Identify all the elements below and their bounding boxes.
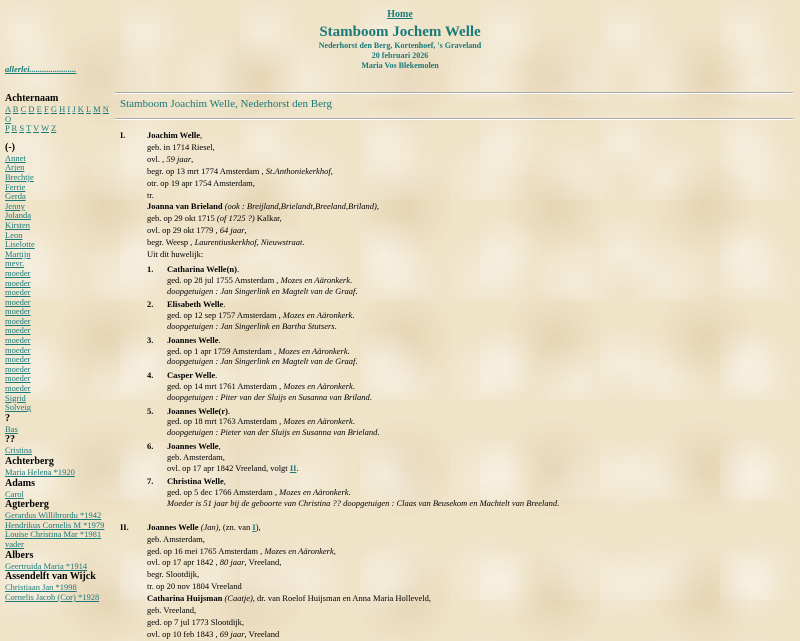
baptism-text: ged. op 12 sep 1757 Amsterdam ,: [167, 310, 281, 321]
letter-link-s[interactable]: S: [19, 123, 25, 134]
generation-1: I. Joachim Welle, geb. in 1714 Riesel, ovl. , 59 jaar, begr. op 13 mrt 1774 Amsterdam , St.Anthoniekerkhof, otr. op 19 apr 1754 Amsterdam, tr. Joanna van Brieland (ook : Breijland,Brielandt,Breeland,Briland), geb. op 29 okt 1715 (of 1725 ?) Kalkar, ovl. op 29 okt 1779 , 64 jaar, begr. Weesp , Laurentiuskerkhof, Nieuwstraat. Uit dit huwelijk: 1. Catharina Welle(n). ged. op 28 jul 1755 Amsterdam , Mozes en Aäronkerk. doopgetuigen : Jan Singerlink en Magtelt van de Graaf. 2. Elisabeth Welle. ged. op 12 sep 1757 Amsterdam , Mozes en Aäronkerk. doopgetuigen : Jan Singerlink en Bartha Stutsers. 3. Joannes Welle. ged. op 1 apr 1759 Amsterdam , Mozes en Aäronkerk. doopgetuigen : Jan Singerlink en Magtelt van de Graaf. 4. Casper Welle. ged. op 14 mrt 1761 Amsterdam , Mozes en Aäronkerk. doopgetuigen : Piter van der Sluijs en Susanna van Briland. 5. Joannes Welle(r). ged. op 18 mrt 1763 Amsterdam , Mozes en Aäronkerk. doopgetuigen : Pieter van der Sluijs en Susanna van Brieland. 6. Joannes Welle, geb. Amsterdam, ovl. op 17 apr 1842 Vreeland, volgt II. 7. Christina Welle, ged. op 5 dec 1766 Amsterdam , Mozes en Aäronkerk. Moeder is 51 jaar bij de geboorte van Christina ?? doopgetuigen : Claas van Beusekom en Machtelt van Breeland.: [120, 130, 795, 509]
header-date: 20 februari 2026: [371, 51, 429, 60]
person-link[interactable]: Bas: [5, 423, 18, 434]
person-link[interactable]: moeder: [5, 354, 31, 365]
generation-number: I.: [120, 130, 126, 140]
letter-link-b[interactable]: B: [12, 104, 19, 114]
parent-link-I[interactable]: I: [252, 521, 256, 532]
person-link[interactable]: Ferrie: [5, 181, 26, 192]
person-link[interactable]: Sigrid: [5, 392, 26, 403]
surname-heading: Agterberg: [5, 499, 49, 511]
person-link[interactable]: moeder: [5, 296, 31, 307]
person-link[interactable]: moeder: [5, 315, 31, 326]
person-link[interactable]: Arjen: [5, 162, 25, 173]
surname-sidebar: [5, 93, 115, 602]
baptism-text: ged. op 14 mrt 1761 Amsterdam ,: [167, 380, 282, 391]
main-title: Stamboom Joachim Welle, Nederhorst den Berg: [120, 98, 332, 110]
letter-link-m[interactable]: M: [93, 104, 101, 114]
surname-heading: Albers: [5, 549, 34, 561]
child-number: 1.: [147, 263, 154, 274]
volgt-link-II[interactable]: II: [289, 462, 297, 473]
letter-link-l[interactable]: L: [86, 104, 91, 114]
child-entry: 7. Christina Welle, ged. op 5 dec 1766 Amsterdam , Mozes en Aäronkerk. Moeder is 51 jaar bij de geboorte van Christina ?? doopgetuigen : Claas van Beusekom en Machtelt van Breeland.: [147, 476, 560, 508]
godparents: doopgetuigen : Jan Singerlink en Magtelt van de Graaf: [167, 356, 356, 367]
person-link[interactable]: Leon: [5, 229, 23, 240]
letter-index-row-1: [5, 105, 115, 124]
letter-link-k[interactable]: K: [77, 104, 84, 114]
page-header: [0, 4, 800, 71]
person-link[interactable]: Gerardus Willibrordu *1942: [5, 510, 102, 521]
person-link[interactable]: Jenny: [5, 200, 25, 211]
letter-link-t[interactable]: T: [26, 123, 32, 134]
person-link[interactable]: Kirsten: [5, 219, 31, 230]
letter-link-a[interactable]: A: [5, 104, 11, 114]
baptism-text: ged. op 18 mrt 1763 Amsterdam ,: [167, 416, 282, 427]
person-link[interactable]: moeder: [5, 287, 31, 298]
letter-link-h[interactable]: H: [59, 104, 66, 114]
letter-link-w[interactable]: W: [41, 123, 49, 134]
child-entry: 5. Joannes Welle(r). ged. op 18 mrt 1763 Amsterdam , Mozes en Aäronkerk. doopgetuigen : Pieter van der Sluijs en Susanna van Brieland.: [147, 405, 380, 438]
letter-link-d[interactable]: D: [28, 104, 35, 114]
person-link[interactable]: Cornelis Jacob (Cor) *1928: [5, 591, 100, 602]
person-link[interactable]: moeder: [5, 277, 31, 288]
child-entry: 4. Casper Welle. ged. op 14 mrt 1761 Amsterdam , Mozes en Aäronkerk. doopgetuigen : Piter van der Sluijs en Susanna van Briland.: [147, 370, 372, 402]
person-link[interactable]: Louise Christina Mar *1981: [5, 529, 102, 540]
person-link[interactable]: moeder: [5, 267, 31, 278]
person-name: Joachim Welle: [147, 130, 200, 140]
person-link[interactable]: Liselotte: [5, 239, 35, 250]
baptism-place: Mozes en Aäronkerk: [283, 416, 353, 427]
genealogy-content: [120, 130, 795, 641]
letter-link-f[interactable]: F: [43, 104, 49, 114]
surname-heading: ??: [5, 434, 15, 446]
child-entry: 6. Joannes Welle, geb. Amsterdam, ovl. op 17 apr 1842 Vreeland, volgt II.: [147, 440, 299, 473]
baptism-place: Mozes en Aäronkerk: [283, 380, 353, 391]
surname-heading: Adams: [5, 477, 36, 489]
person-link[interactable]: moeder: [5, 335, 31, 346]
letter-link-r[interactable]: R: [11, 123, 18, 134]
letter-link-n[interactable]: N: [102, 104, 109, 114]
letter-link-v[interactable]: V: [33, 123, 40, 134]
letter-link-c[interactable]: C: [20, 104, 27, 114]
person-link[interactable]: Christiaan Jan *1998: [5, 582, 77, 593]
letter-link-p[interactable]: P: [5, 123, 10, 134]
spouse-name: Joanna van Brieland: [147, 201, 223, 212]
person-link[interactable]: Solveig: [5, 402, 31, 413]
person-link[interactable]: mevr.: [5, 258, 25, 269]
person-link[interactable]: vader: [5, 538, 24, 549]
allerlei-link[interactable]: allerlei......................: [5, 64, 77, 74]
surname-heading: Assendelft van Wijck: [5, 571, 96, 583]
baptism-text: ged. op 28 jul 1755 Amsterdam ,: [167, 274, 279, 285]
godparents: doopgetuigen : Piter van der Sluijs en Susanna van Briland: [167, 391, 370, 402]
person-link[interactable]: moeder: [5, 383, 31, 394]
child-entry: 3. Joannes Welle. ged. op 1 apr 1759 Amsterdam , Mozes en Aäronkerk. doopgetuigen : Jan Singerlink en Magtelt van de Graaf.: [147, 334, 358, 367]
person-link[interactable]: Hendrikus Cornelis M *1979: [5, 519, 105, 530]
child-name: Casper Welle: [167, 370, 216, 381]
header-author: Maria Vos Blekemolen: [361, 61, 439, 70]
godparents: doopgetuigen : Jan Singerlink en Bartha Stutsers: [167, 320, 335, 331]
home-link[interactable]: Home: [387, 9, 413, 20]
child-number: 2.: [147, 299, 154, 310]
letter-link-i[interactable]: I: [67, 104, 71, 114]
child-name: Joannes Welle(r): [167, 405, 228, 416]
person-link[interactable]: Martijn: [5, 248, 31, 259]
godparents: doopgetuigen : Jan Singerlink en Magtelt van de Graaf: [167, 285, 356, 296]
person-link[interactable]: moeder: [5, 344, 31, 355]
letter-link-e[interactable]: E: [36, 104, 42, 114]
letter-link-o[interactable]: O: [5, 113, 12, 124]
divider-top: [115, 92, 793, 94]
person-link[interactable]: Geertruida Maria *1914: [5, 560, 88, 571]
surname-heading: ?: [5, 412, 10, 424]
generation-2: II. Joannes Welle (Jan), (zn. van I), geb. Amsterdam, ged. op 16 mei 1765 Amsterdam , Mozes en Aäronkerk, ovl. op 17 apr 1842 , 80 jaar, Vreeland, begr. Slootdijk, tr. op 20 nov 1804 Vreeland Catharina Huijsman (Caatje), dr. van Roelof Huijsman en Anna Maria Holleveld, geb. Vreeland, ged. op 7 jul 1773 Slootdijk, ovl. op 10 feb 1843 , 69 jaar, Vreeland: [120, 521, 432, 639]
godparents: doopgetuigen : Pieter van der Sluijs en Susanna van Brieland: [167, 427, 378, 438]
person-link[interactable]: Cristina: [5, 445, 32, 456]
child-name: Catharina Welle(n): [167, 263, 237, 274]
person-link[interactable]: Maria Helena *1920: [5, 467, 75, 477]
sidebar-heading-achternaam: Achternaam: [5, 93, 59, 104]
divider-bottom: [115, 118, 793, 120]
letter-link-z[interactable]: Z: [51, 123, 57, 134]
person-link[interactable]: Gerda: [5, 191, 26, 202]
child-entry: 1. Catharina Welle(n). ged. op 28 jul 1755 Amsterdam , Mozes en Aäronkerk. doopgetuigen : Jan Singerlink en Magtelt van de Graaf.: [147, 263, 358, 296]
person-link[interactable]: moeder: [5, 325, 31, 336]
child-number: 5.: [147, 405, 154, 416]
letter-index-row-2: [5, 124, 115, 134]
child-entry: 2. Elisabeth Welle. ged. op 12 sep 1757 Amsterdam , Mozes en Aäronkerk. doopgetuigen : Jan Singerlink en Bartha Stutsers.: [147, 299, 355, 331]
baptism-place: Mozes en Aäronkerk: [280, 274, 350, 285]
person-link[interactable]: Brechtje: [5, 171, 34, 182]
person-link[interactable]: moeder: [5, 363, 31, 374]
baptism-text: ged. op 1 apr 1759 Amsterdam ,: [167, 345, 277, 356]
person-link[interactable]: Annet: [5, 152, 26, 163]
child-number: 3.: [147, 334, 154, 345]
person-link[interactable]: Carol: [5, 488, 24, 499]
baptism-place: Mozes en Aäronkerk: [278, 345, 348, 356]
person-link[interactable]: moeder: [5, 306, 31, 317]
birth-line: geb. in 1714 Riesel,: [147, 141, 215, 152]
surname-heading: (-): [5, 141, 15, 153]
person-link[interactable]: moeder: [5, 373, 31, 384]
person-name: Joannes Welle: [147, 521, 199, 532]
spouse-name: Catharina Huijsman: [147, 593, 223, 604]
baptism-place: Mozes en Aäronkerk: [282, 310, 353, 321]
child-name: Joannes Welle: [167, 334, 219, 345]
person-link[interactable]: Jolanda: [5, 210, 31, 221]
letter-link-g[interactable]: G: [50, 104, 57, 114]
letter-link-j[interactable]: J: [72, 104, 76, 114]
header-places: Nederhorst den Berg, Kortenhoef, 's Graveland: [318, 41, 482, 50]
child-name: Elisabeth Welle: [167, 299, 224, 310]
child-number: 4.: [147, 370, 154, 381]
surname-heading: Achterberg: [5, 456, 54, 467]
page-title: Stamboom Jochem Welle: [319, 24, 481, 40]
